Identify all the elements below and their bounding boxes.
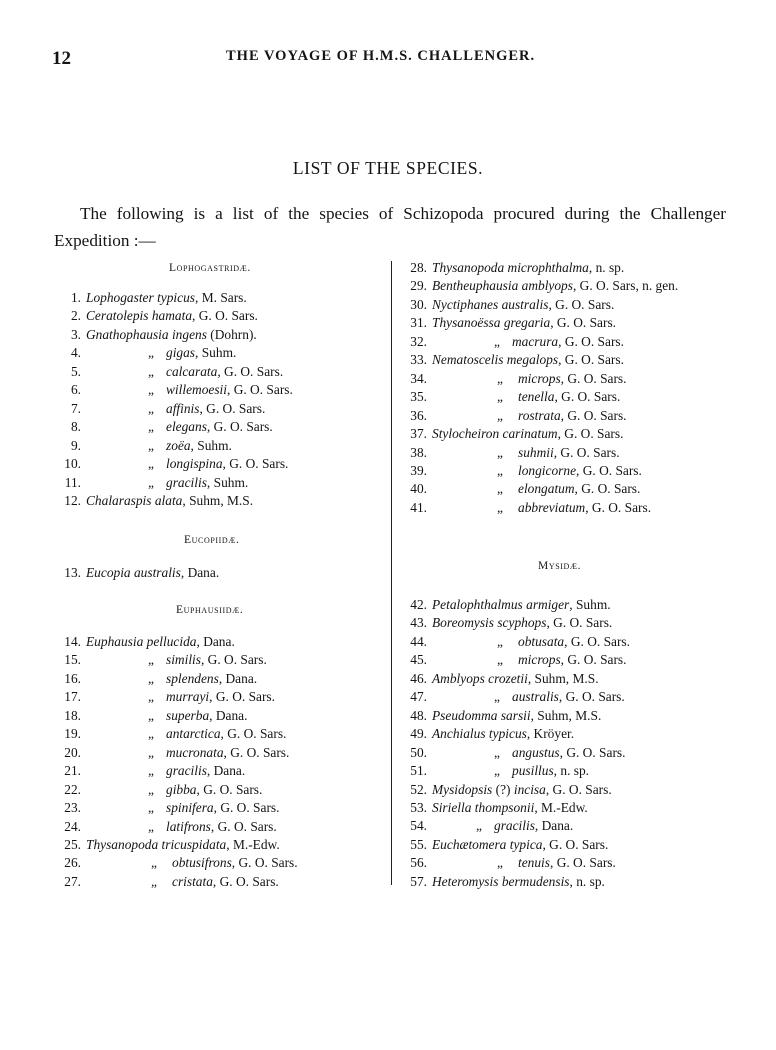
ditto-mark: „ <box>497 499 503 515</box>
authority: , G. O. Sars. <box>560 370 627 386</box>
species-entry <box>52 670 257 688</box>
entry-number: 15. <box>64 652 81 668</box>
entry-number: 52. <box>410 781 427 797</box>
genus-name: Mysidopsis <box>432 781 493 797</box>
genus-name: Chalaraspis <box>86 492 152 508</box>
intro-paragraph <box>54 200 726 254</box>
species-name: bermudensis <box>501 873 570 889</box>
authority: , Suhm. <box>206 474 249 490</box>
species-entry <box>398 633 630 651</box>
species-entry <box>52 474 248 492</box>
species-entry <box>52 381 293 399</box>
species-entry <box>52 289 247 307</box>
authority: , Suhm. <box>569 597 611 612</box>
species-entry <box>398 462 642 480</box>
authority: , G. O. Sars. <box>542 836 609 852</box>
authority: , G. O. Sars. <box>199 400 266 416</box>
species-entry <box>398 259 624 277</box>
entry-number: 57. <box>410 873 427 889</box>
section-title: LIST OF THE SPECIES. <box>292 158 484 178</box>
ditto-mark: „ <box>497 481 503 497</box>
authority: , Dana. <box>209 707 248 723</box>
species-entry <box>52 651 267 669</box>
authority: , Dana. <box>206 763 246 779</box>
species-name: spinifera <box>166 800 214 816</box>
entry-number: 49. <box>410 726 427 742</box>
column-divider <box>391 261 392 885</box>
ditto-mark: „ <box>497 407 503 423</box>
authority: , Suhm, M.S. <box>530 707 602 723</box>
species-entry <box>52 418 273 436</box>
species-entry <box>398 817 573 835</box>
ditto-mark: „ <box>148 781 154 797</box>
species-name: microps <box>518 652 561 668</box>
species-name: calcarata <box>166 363 218 379</box>
species-entry <box>398 499 651 517</box>
entry-number: 26. <box>64 855 81 871</box>
species-name: elegans <box>166 419 207 435</box>
entry-number: 48. <box>410 707 427 723</box>
ditto-mark: „ <box>148 652 154 668</box>
species-entry <box>398 781 612 799</box>
entry-number: 28. <box>410 260 427 275</box>
species-name: sarsii <box>500 707 531 723</box>
species-entry <box>398 388 620 406</box>
ditto-mark: „ <box>148 363 154 379</box>
family-heading-eucopiidae: Eucopiidæ. <box>184 534 240 546</box>
ditto-mark: „ <box>497 633 503 649</box>
genus-name: Boreomysis <box>432 615 494 631</box>
entry-number: 14. <box>64 634 81 649</box>
authority: , G. O. Sars. <box>554 389 621 405</box>
entry-number: 20. <box>64 744 81 760</box>
entry-number: 55. <box>410 836 427 852</box>
ditto-mark: „ <box>148 800 154 816</box>
species-entry <box>398 725 574 743</box>
species-name: australis <box>133 565 181 580</box>
genus-name: Thysanoëssa <box>432 315 501 331</box>
species-name: mucronata <box>166 744 224 760</box>
species-name: abbreviatum <box>518 499 586 515</box>
species-name: australis <box>501 296 549 312</box>
ditto-mark: „ <box>497 389 503 405</box>
authority: , G. O. Sars. <box>209 689 275 705</box>
authority: , G. O. Sars. <box>196 781 263 797</box>
species-entry <box>398 707 601 725</box>
species-name: scyphops <box>497 615 547 631</box>
species-name: longicorne <box>518 462 577 478</box>
species-name: gibba <box>166 781 197 797</box>
authority: , G. O. Sars. <box>227 382 293 398</box>
entry-number: 24. <box>64 818 81 834</box>
species-entry <box>398 614 612 632</box>
entry-number: 44. <box>410 633 427 649</box>
ditto-mark: „ <box>476 818 482 834</box>
species-name: similis <box>166 652 201 668</box>
species-entry <box>52 633 235 651</box>
ditto-mark: „ <box>497 370 503 386</box>
authority: , G. O. Sars. <box>574 481 641 497</box>
entry-number: 16. <box>64 670 81 686</box>
entry-number: 11. <box>64 474 81 490</box>
entry-number: 21. <box>64 763 81 779</box>
authority: , G. O. Sars. <box>576 462 642 478</box>
species-name: pusillus <box>512 763 554 779</box>
authority: , G. O. Sars. <box>548 296 615 312</box>
authority: , G. O. Sars. <box>231 855 298 871</box>
entry-number: 37. <box>410 426 427 442</box>
authority: , G. O. Sars. <box>192 308 258 324</box>
species-name: typicus <box>157 290 196 305</box>
species-entry <box>398 370 627 388</box>
entry-number: 19. <box>64 726 81 742</box>
species-entry <box>52 437 232 455</box>
ditto-mark: „ <box>148 437 154 453</box>
species-entry <box>52 799 279 817</box>
species-name: armiger <box>526 597 570 612</box>
entry-number: 6. <box>70 382 81 398</box>
entry-number: 10. <box>64 456 81 472</box>
entry-number: 23. <box>64 800 81 816</box>
authority: , G. O. Sars. <box>217 363 284 379</box>
species-entry <box>52 725 286 743</box>
authority: , G. O. Sars. <box>210 818 277 834</box>
authority: , G. O. Sars. <box>558 352 624 368</box>
authority: , G. O. Sars. <box>560 407 627 423</box>
species-name: gracilis <box>166 474 207 490</box>
species-name: gracilis <box>494 818 535 834</box>
ditto-mark: „ <box>148 818 154 834</box>
species-entry <box>398 854 616 872</box>
species-name: angustus <box>512 744 560 760</box>
authority: , G. O. Sars. <box>223 744 290 760</box>
entry-number: 30. <box>410 296 427 312</box>
authority: , G. O. Sars. <box>212 873 279 889</box>
entry-number: 54. <box>410 818 427 834</box>
qualifier: (?) <box>495 781 514 797</box>
species-entry <box>398 596 611 614</box>
authority: , G. O. Sars. <box>213 800 280 816</box>
genus-name: Petalophthalmus <box>432 597 523 612</box>
entry-number: 33. <box>410 352 427 368</box>
species-entry <box>52 344 236 362</box>
authority: , G. O. Sars. <box>550 315 617 331</box>
ditto-mark: „ <box>151 873 157 889</box>
entry-number: 1. <box>70 290 81 305</box>
family-heading-euphausiidae: Euphausiidæ. <box>176 604 244 616</box>
entry-number: 32. <box>410 333 427 349</box>
entry-number: 27. <box>64 873 81 889</box>
genus-name: Bentheuphausia <box>432 278 519 294</box>
species-entry <box>398 799 588 817</box>
ditto-mark: „ <box>148 763 154 779</box>
entry-number: 45. <box>410 652 427 668</box>
species-name: obtusifrons <box>172 855 232 871</box>
entry-number: 3. <box>70 326 81 342</box>
authority: , n. sp. <box>588 260 625 275</box>
genus-name: Eucopia <box>86 565 131 580</box>
genus-name: Nyctiphanes <box>432 296 499 312</box>
authority: , n. sp. <box>569 873 605 889</box>
authority: , G. O. Sars. <box>222 456 289 472</box>
species-name: carinatum <box>502 426 558 442</box>
species-entry <box>52 564 219 582</box>
species-entry <box>398 444 620 462</box>
entry-number: 56. <box>410 855 427 871</box>
authority: , G. O. Sars. <box>220 726 287 742</box>
genus-name: Heteromysis <box>432 873 499 889</box>
species-name: gigas <box>166 345 196 361</box>
species-name: microps <box>518 370 561 386</box>
authority: , Dana. <box>180 565 220 580</box>
genus-name: Stylocheiron <box>432 426 500 442</box>
ditto-mark: „ <box>148 474 154 490</box>
species-name: incisa <box>513 781 546 797</box>
authority: , G. O. Sars, n. gen. <box>572 278 679 294</box>
entry-number: 31. <box>410 315 427 331</box>
species-entry <box>398 333 624 351</box>
ditto-mark: „ <box>148 744 154 760</box>
genus-name: Amblyops <box>432 670 485 686</box>
authority: , Suhm. <box>195 345 237 361</box>
authority: , Dana. <box>196 634 235 649</box>
running-title: THE VOYAGE OF H.M.S. CHALLENGER. <box>226 48 536 64</box>
species-entry <box>52 781 262 799</box>
ditto-mark: „ <box>151 855 157 871</box>
entry-number: 2. <box>70 308 81 324</box>
authority: , M.-Edw. <box>534 799 588 815</box>
ditto-mark: „ <box>497 855 503 871</box>
page-number: 12 <box>52 48 71 69</box>
species-name: australis <box>512 689 559 705</box>
species-entry <box>52 818 277 836</box>
authority: , Suhm, M.S. <box>182 492 254 508</box>
ditto-mark: „ <box>494 333 500 349</box>
species-entry <box>398 651 627 669</box>
species-name: alata <box>154 492 183 508</box>
entry-number: 53. <box>410 799 427 815</box>
authority: , Suhm, M.S. <box>527 670 599 686</box>
authority: , G. O. Sars. <box>557 426 624 442</box>
entry-number: 8. <box>70 419 81 435</box>
authority: , M. Sars. <box>195 290 247 305</box>
authority: , Dana. <box>218 670 258 686</box>
genus-name: Anchialus <box>432 726 486 742</box>
species-name: amblyops <box>521 278 573 294</box>
species-name: rostrata <box>518 407 561 423</box>
species-name: latifrons <box>166 818 211 834</box>
species-entry <box>398 670 599 688</box>
species-entry <box>52 326 257 344</box>
species-name: superba <box>166 707 210 723</box>
species-name: hamata <box>151 308 193 324</box>
authority: , M.-Edw. <box>226 836 280 852</box>
species-name: zoëa <box>166 437 191 453</box>
entry-number: 18. <box>64 707 81 723</box>
family-heading-mysidae: Mysidæ. <box>538 560 582 572</box>
ditto-mark: „ <box>494 744 500 760</box>
intro-text: The following is a list of the species of Schizopoda procured during the Challenger Expedition :— <box>54 204 726 250</box>
species-name: cristata <box>172 873 213 889</box>
entry-number: 35. <box>410 389 427 405</box>
entry-number: 42. <box>410 597 427 612</box>
ditto-mark: „ <box>148 726 154 742</box>
genus-name: Lophogaster <box>86 290 154 305</box>
genus-name: Pseudomma <box>432 707 498 723</box>
ditto-mark: „ <box>148 382 154 398</box>
entry-number: 12. <box>64 492 81 508</box>
genus-name: Siriella <box>432 799 472 815</box>
authority: , G. O. Sars. <box>550 855 616 871</box>
entry-number: 13. <box>64 565 81 580</box>
entry-number: 46. <box>410 670 427 686</box>
species-name: gregaria <box>503 315 551 331</box>
species-name: suhmii <box>518 444 554 460</box>
entry-number: 17. <box>64 689 81 705</box>
entry-number: 39. <box>410 462 427 478</box>
entry-number: 5. <box>70 363 81 379</box>
authority: , G. O. Sars. <box>200 652 267 668</box>
ditto-mark: „ <box>148 419 154 435</box>
authority: , G. O. Sars. <box>558 333 624 349</box>
species-name: murrayi <box>166 689 210 705</box>
species-entry <box>398 407 627 425</box>
authority: , G. O. Sars. <box>560 652 627 668</box>
genus-name: Euphausia <box>86 634 144 649</box>
species-name: gracilis <box>166 763 207 779</box>
species-entry <box>52 400 265 418</box>
ditto-mark: „ <box>497 444 503 460</box>
species-name: splendens <box>166 670 219 686</box>
species-name: affinis <box>166 400 200 416</box>
genus-name: Nematoscelis <box>432 352 504 368</box>
species-name: tenella <box>518 389 555 405</box>
species-name: antarctica <box>166 726 221 742</box>
authority: , G. O. Sars. <box>585 499 652 515</box>
species-name: microphthalma <box>507 260 589 275</box>
species-name: pellucida <box>146 634 197 649</box>
entry-number: 25. <box>64 836 81 852</box>
species-name: obtusata <box>518 633 565 649</box>
authority: , Dana. <box>534 818 574 834</box>
entry-number: 51. <box>410 763 427 779</box>
species-entry <box>52 688 275 706</box>
ditto-mark: „ <box>148 456 154 472</box>
species-entry <box>52 455 288 473</box>
entry-number: 4. <box>70 345 81 361</box>
species-entry <box>52 707 247 725</box>
species-entry <box>52 363 283 381</box>
ditto-mark: „ <box>148 400 154 416</box>
genus-name: Thysanopoda <box>86 836 159 852</box>
entry-number: 9. <box>70 437 81 453</box>
ditto-mark: „ <box>148 689 154 705</box>
ditto-mark: „ <box>497 652 503 668</box>
entry-number: 36. <box>410 407 427 423</box>
species-name: typica <box>509 836 543 852</box>
species-name: typicus <box>488 726 527 742</box>
species-entry <box>52 873 279 891</box>
entry-number: 43. <box>410 615 427 631</box>
species-name: ingens <box>171 326 207 342</box>
authority: , G. O. Sars. <box>206 419 273 435</box>
authority: , G. O. Sars. <box>558 689 625 705</box>
entry-number: 34. <box>410 370 427 386</box>
species-entry <box>52 836 280 854</box>
species-entry <box>398 744 625 762</box>
species-entry <box>398 425 623 443</box>
species-entry <box>398 762 589 780</box>
ditto-mark: „ <box>494 689 500 705</box>
entry-number: 47. <box>410 689 427 705</box>
entry-number: 41. <box>410 499 427 515</box>
species-entry <box>52 744 289 762</box>
species-entry <box>52 492 253 510</box>
authority: , Kröyer. <box>526 726 575 742</box>
ditto-mark: „ <box>148 670 154 686</box>
authority: , n. sp. <box>553 763 590 779</box>
entry-number: 38. <box>410 444 427 460</box>
ditto-mark: „ <box>494 763 500 779</box>
species-entry <box>398 480 640 498</box>
ditto-mark: „ <box>148 707 154 723</box>
species-entry <box>398 314 616 332</box>
authority: , G. O. Sars. <box>559 744 626 760</box>
family-heading-lophogastridae: Lophogastridæ. <box>169 262 251 274</box>
species-entry <box>398 296 614 314</box>
authority: (Dohrn). <box>206 326 257 342</box>
authority: , G. O. Sars. <box>546 615 613 631</box>
species-entry <box>398 873 605 891</box>
genus-name: Ceratolepis <box>86 308 149 324</box>
entry-number: 29. <box>410 278 427 294</box>
authority: , G. O. Sars. <box>564 633 630 649</box>
species-entry <box>398 688 625 706</box>
species-entry <box>398 277 678 295</box>
entry-number: 50. <box>410 744 427 760</box>
species-name: longispina <box>166 456 223 472</box>
ditto-mark: „ <box>497 462 503 478</box>
species-entry <box>52 854 298 872</box>
species-name: megalops <box>506 352 559 368</box>
authority: , G. O. Sars. <box>553 444 620 460</box>
species-name: crozetii <box>488 670 528 686</box>
species-name: elongatum <box>518 481 575 497</box>
entry-number: 40. <box>410 481 427 497</box>
species-entry <box>52 762 245 780</box>
genus-name: Gnathophausia <box>86 326 169 342</box>
species-entry <box>52 307 258 325</box>
species-name: tricuspidata <box>161 836 227 852</box>
entry-number: 7. <box>70 400 81 416</box>
genus-name: Euchætomera <box>432 836 507 852</box>
species-name: willemoesii <box>166 382 227 398</box>
species-name: thompsonii <box>474 799 535 815</box>
ditto-mark: „ <box>148 345 154 361</box>
genus-name: Thysanopoda <box>432 260 505 275</box>
entry-number: 22. <box>64 781 81 797</box>
authority: , Suhm. <box>190 437 232 453</box>
species-name: macrura <box>512 333 559 349</box>
species-name: tenuis <box>518 855 550 871</box>
species-entry <box>398 351 624 369</box>
authority: , G. O. Sars. <box>545 781 612 797</box>
species-entry <box>398 836 608 854</box>
